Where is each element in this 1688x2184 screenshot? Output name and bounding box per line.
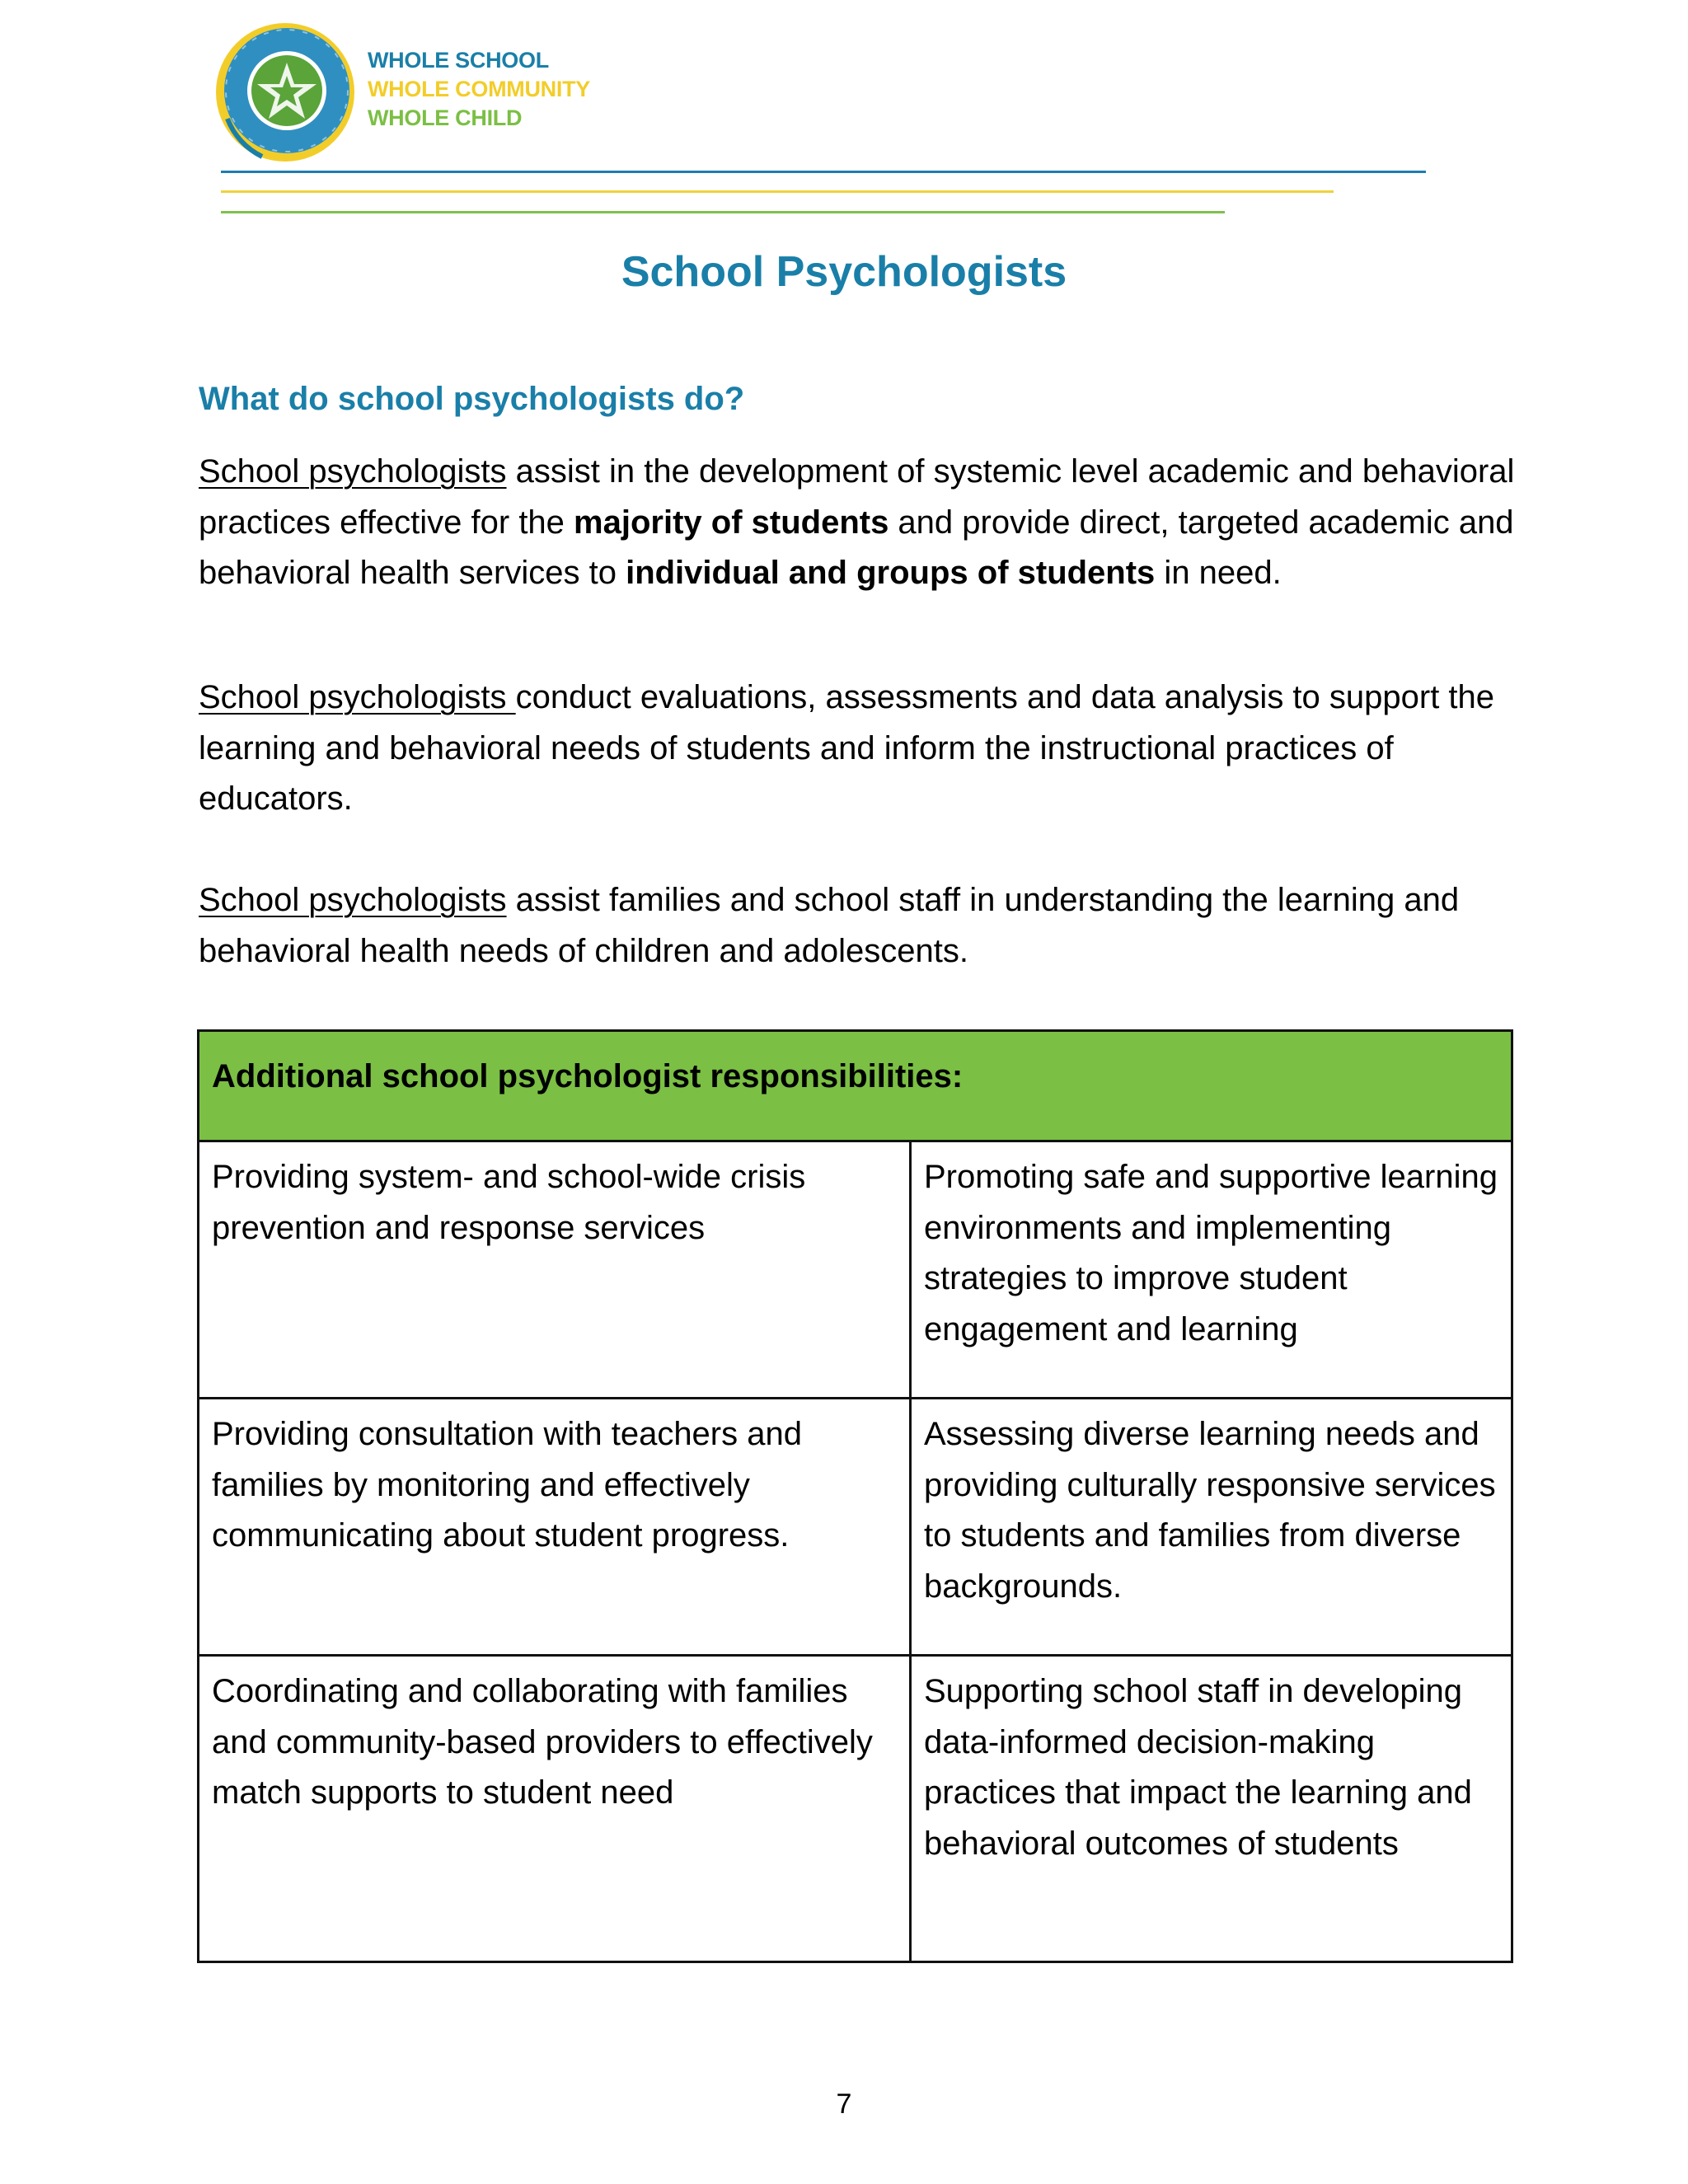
table-cell: Assessing diverse learning needs and providing culturally responsive services to students and families from diverse backgrounds.	[911, 1399, 1512, 1656]
paragraph-2	[199, 673, 1534, 825]
emphasis-text: individual and groups of students	[626, 555, 1156, 591]
logo-line-3: WHOLE CHILD	[368, 105, 523, 130]
table-cell: Supporting school staff in developing data-informed decision-making practices that impact the learning and behavioral outcomes of students	[911, 1656, 1512, 1962]
paragraph-text: assist families and school staff in understanding the learning and behavioral health needs of children and adolescents.	[199, 882, 1460, 969]
logo-line-2: WHOLE COMMUNITY	[368, 77, 590, 101]
header-rule-blue	[221, 171, 1426, 173]
responsibilities-table	[197, 1029, 1513, 1963]
term-school-psychologists: School psychologists	[199, 882, 507, 918]
logo-line-1: WHOLE SCHOOL	[368, 48, 549, 73]
table-cell: Promoting safe and supportive learning environments and implementing strategies to improve student engagement and learning	[911, 1141, 1512, 1399]
header-rule-green	[221, 211, 1225, 213]
table-cell: Providing system- and school-wide crisis prevention and response services	[199, 1141, 911, 1399]
whole-child-wheel-icon	[213, 20, 361, 168]
paragraph-1	[199, 447, 1534, 599]
section-heading: What do school psychologists do?	[199, 381, 745, 417]
table-row	[199, 1656, 1512, 1962]
page-number: 7	[836, 2088, 852, 2120]
paragraph-text: assist in the development of systemic level academic and behavioral practices effective for the	[199, 453, 1515, 541]
emphasis-text: majority of students	[574, 504, 889, 541]
header-rule-yellow	[221, 190, 1334, 193]
table-cell: Providing consultation with teachers and families by monitoring and effectively communicating about student progress.	[199, 1399, 911, 1656]
table-cell: Coordinating and collaborating with families and community-based providers to effectively match supports to student need	[199, 1656, 911, 1962]
paragraph-text: conduct evaluations, assessments and data analysis to support the learning and behavioral needs of students and inform the instructional practices of educators.	[199, 679, 1495, 817]
logo	[213, 20, 592, 168]
term-school-psychologists: School psychologists	[199, 453, 507, 490]
table-header: Additional school psychologist responsibilities:	[199, 1031, 1512, 1141]
paragraph-3	[199, 875, 1534, 977]
table-row	[199, 1399, 1512, 1656]
term-school-psychologists: School psychologists	[199, 679, 516, 715]
page-title: School Psychologists	[621, 248, 1067, 296]
paragraph-text: and provide direct, targeted academic and behavioral health services to	[199, 504, 1514, 591]
table-row	[199, 1141, 1512, 1399]
paragraph-text: in need.	[1155, 555, 1282, 591]
